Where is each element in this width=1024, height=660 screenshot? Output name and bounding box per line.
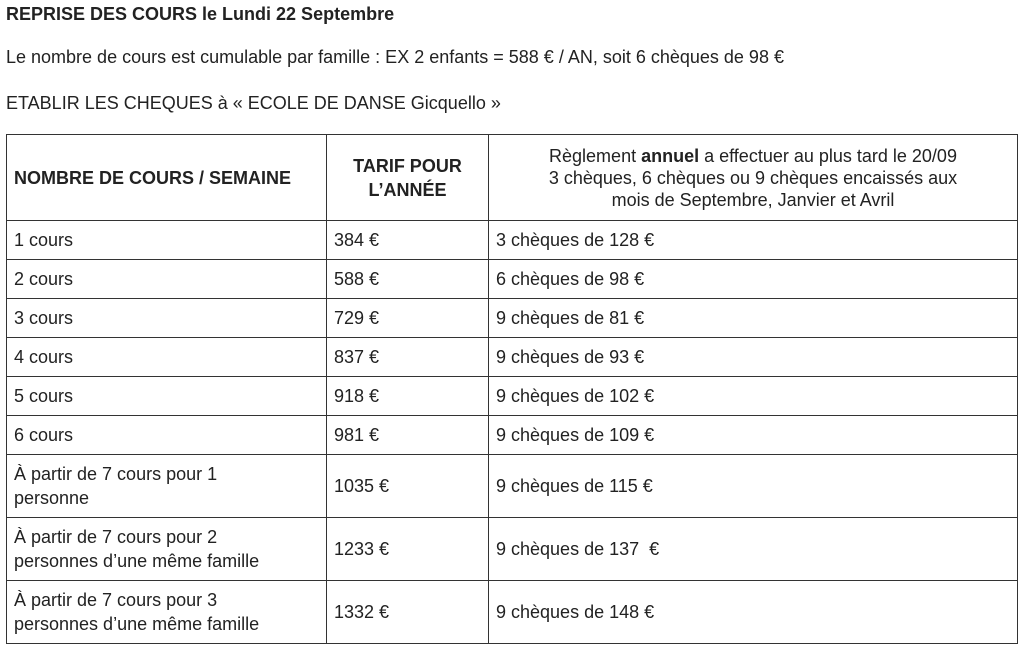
cell-tarif: 981 € — [327, 416, 489, 455]
cell-reglement: 9 chèques de 115 € — [489, 455, 1018, 518]
cell-reglement: 6 chèques de 98 € — [489, 260, 1018, 299]
cell-cours-line2: personne — [14, 488, 90, 508]
header-reglement-bold: annuel — [641, 145, 700, 166]
cell-cours-line2: personnes d’une même famille — [14, 614, 260, 634]
cell-cours: 3 cours — [7, 299, 327, 338]
table-row — [7, 581, 1018, 644]
info-line-cheques: ETABLIR LES CHEQUES à « ECOLE DE DANSE Gicquello » — [6, 93, 501, 113]
table-row — [7, 260, 1018, 299]
cell-cours: 6 cours — [7, 416, 327, 455]
cell-tarif: 837 € — [327, 338, 489, 377]
cell-cours: 4 cours — [7, 338, 327, 377]
cell-tarif: 918 € — [327, 377, 489, 416]
cell-reglement: 3 chèques de 128 € — [489, 221, 1018, 260]
cell-reglement: 9 chèques de 109 € — [489, 416, 1018, 455]
cell-cours-line1: À partir de 7 cours pour 3 — [14, 590, 218, 610]
cell-tarif: 588 € — [327, 260, 489, 299]
cell-cours: 2 cours — [7, 260, 327, 299]
cell-reglement: 9 chèques de 102 € — [489, 377, 1018, 416]
header-reglement-line1 — [496, 145, 1010, 167]
header-reglement-suffix: a effectuer au plus tard le 20/09 — [699, 145, 957, 166]
cell-cours-line1: À partir de 7 cours pour 2 — [14, 527, 218, 547]
header-reglement-line2: 3 chèques, 6 chèques ou 9 chèques encaissés aux — [548, 167, 958, 188]
cell-reglement: 9 chèques de 81 € — [489, 299, 1018, 338]
header-nombre-cours: NOMBRE DE COURS / SEMAINE — [7, 135, 327, 221]
table-row — [7, 416, 1018, 455]
cell-cours — [7, 581, 327, 644]
tarifs-table — [6, 134, 1018, 644]
table-row — [7, 299, 1018, 338]
table-row — [7, 338, 1018, 377]
table-header-row — [7, 135, 1018, 221]
page-title: REPRISE DES COURS le Lundi 22 Septembre — [6, 4, 395, 24]
cell-tarif: 384 € — [327, 221, 489, 260]
cell-tarif: 1035 € — [327, 455, 489, 518]
header-tarif-line1: TARIF POUR — [353, 155, 462, 176]
cell-reglement: 9 chèques de 93 € — [489, 338, 1018, 377]
cell-cours-line2: personnes d’une même famille — [14, 551, 260, 571]
table-row — [7, 455, 1018, 518]
table-row — [7, 518, 1018, 581]
cell-cours — [7, 455, 327, 518]
header-reglement-prefix: Règlement — [549, 145, 642, 166]
table-row — [7, 377, 1018, 416]
info-line-cumulable: Le nombre de cours est cumulable par famille : EX 2 enfants = 588 € / AN, soit 6 chèques de 98 € — [6, 47, 784, 67]
header-reglement — [489, 135, 1018, 221]
cell-tarif: 1332 € — [327, 581, 489, 644]
cell-cours: 1 cours — [7, 221, 327, 260]
cell-cours-line1: À partir de 7 cours pour 1 — [14, 464, 218, 484]
cell-tarif: 1233 € — [327, 518, 489, 581]
cell-cours: 5 cours — [7, 377, 327, 416]
cell-reglement: 9 chèques de 137 € — [489, 518, 1018, 581]
cell-cours — [7, 518, 327, 581]
header-reglement-line3: mois de Septembre, Janvier et Avril — [611, 189, 895, 210]
cell-tarif: 729 € — [327, 299, 489, 338]
cell-reglement: 9 chèques de 148 € — [489, 581, 1018, 644]
table-row — [7, 221, 1018, 260]
header-tarif — [327, 135, 489, 221]
header-tarif-line2: L’ANNÉE — [368, 179, 447, 200]
